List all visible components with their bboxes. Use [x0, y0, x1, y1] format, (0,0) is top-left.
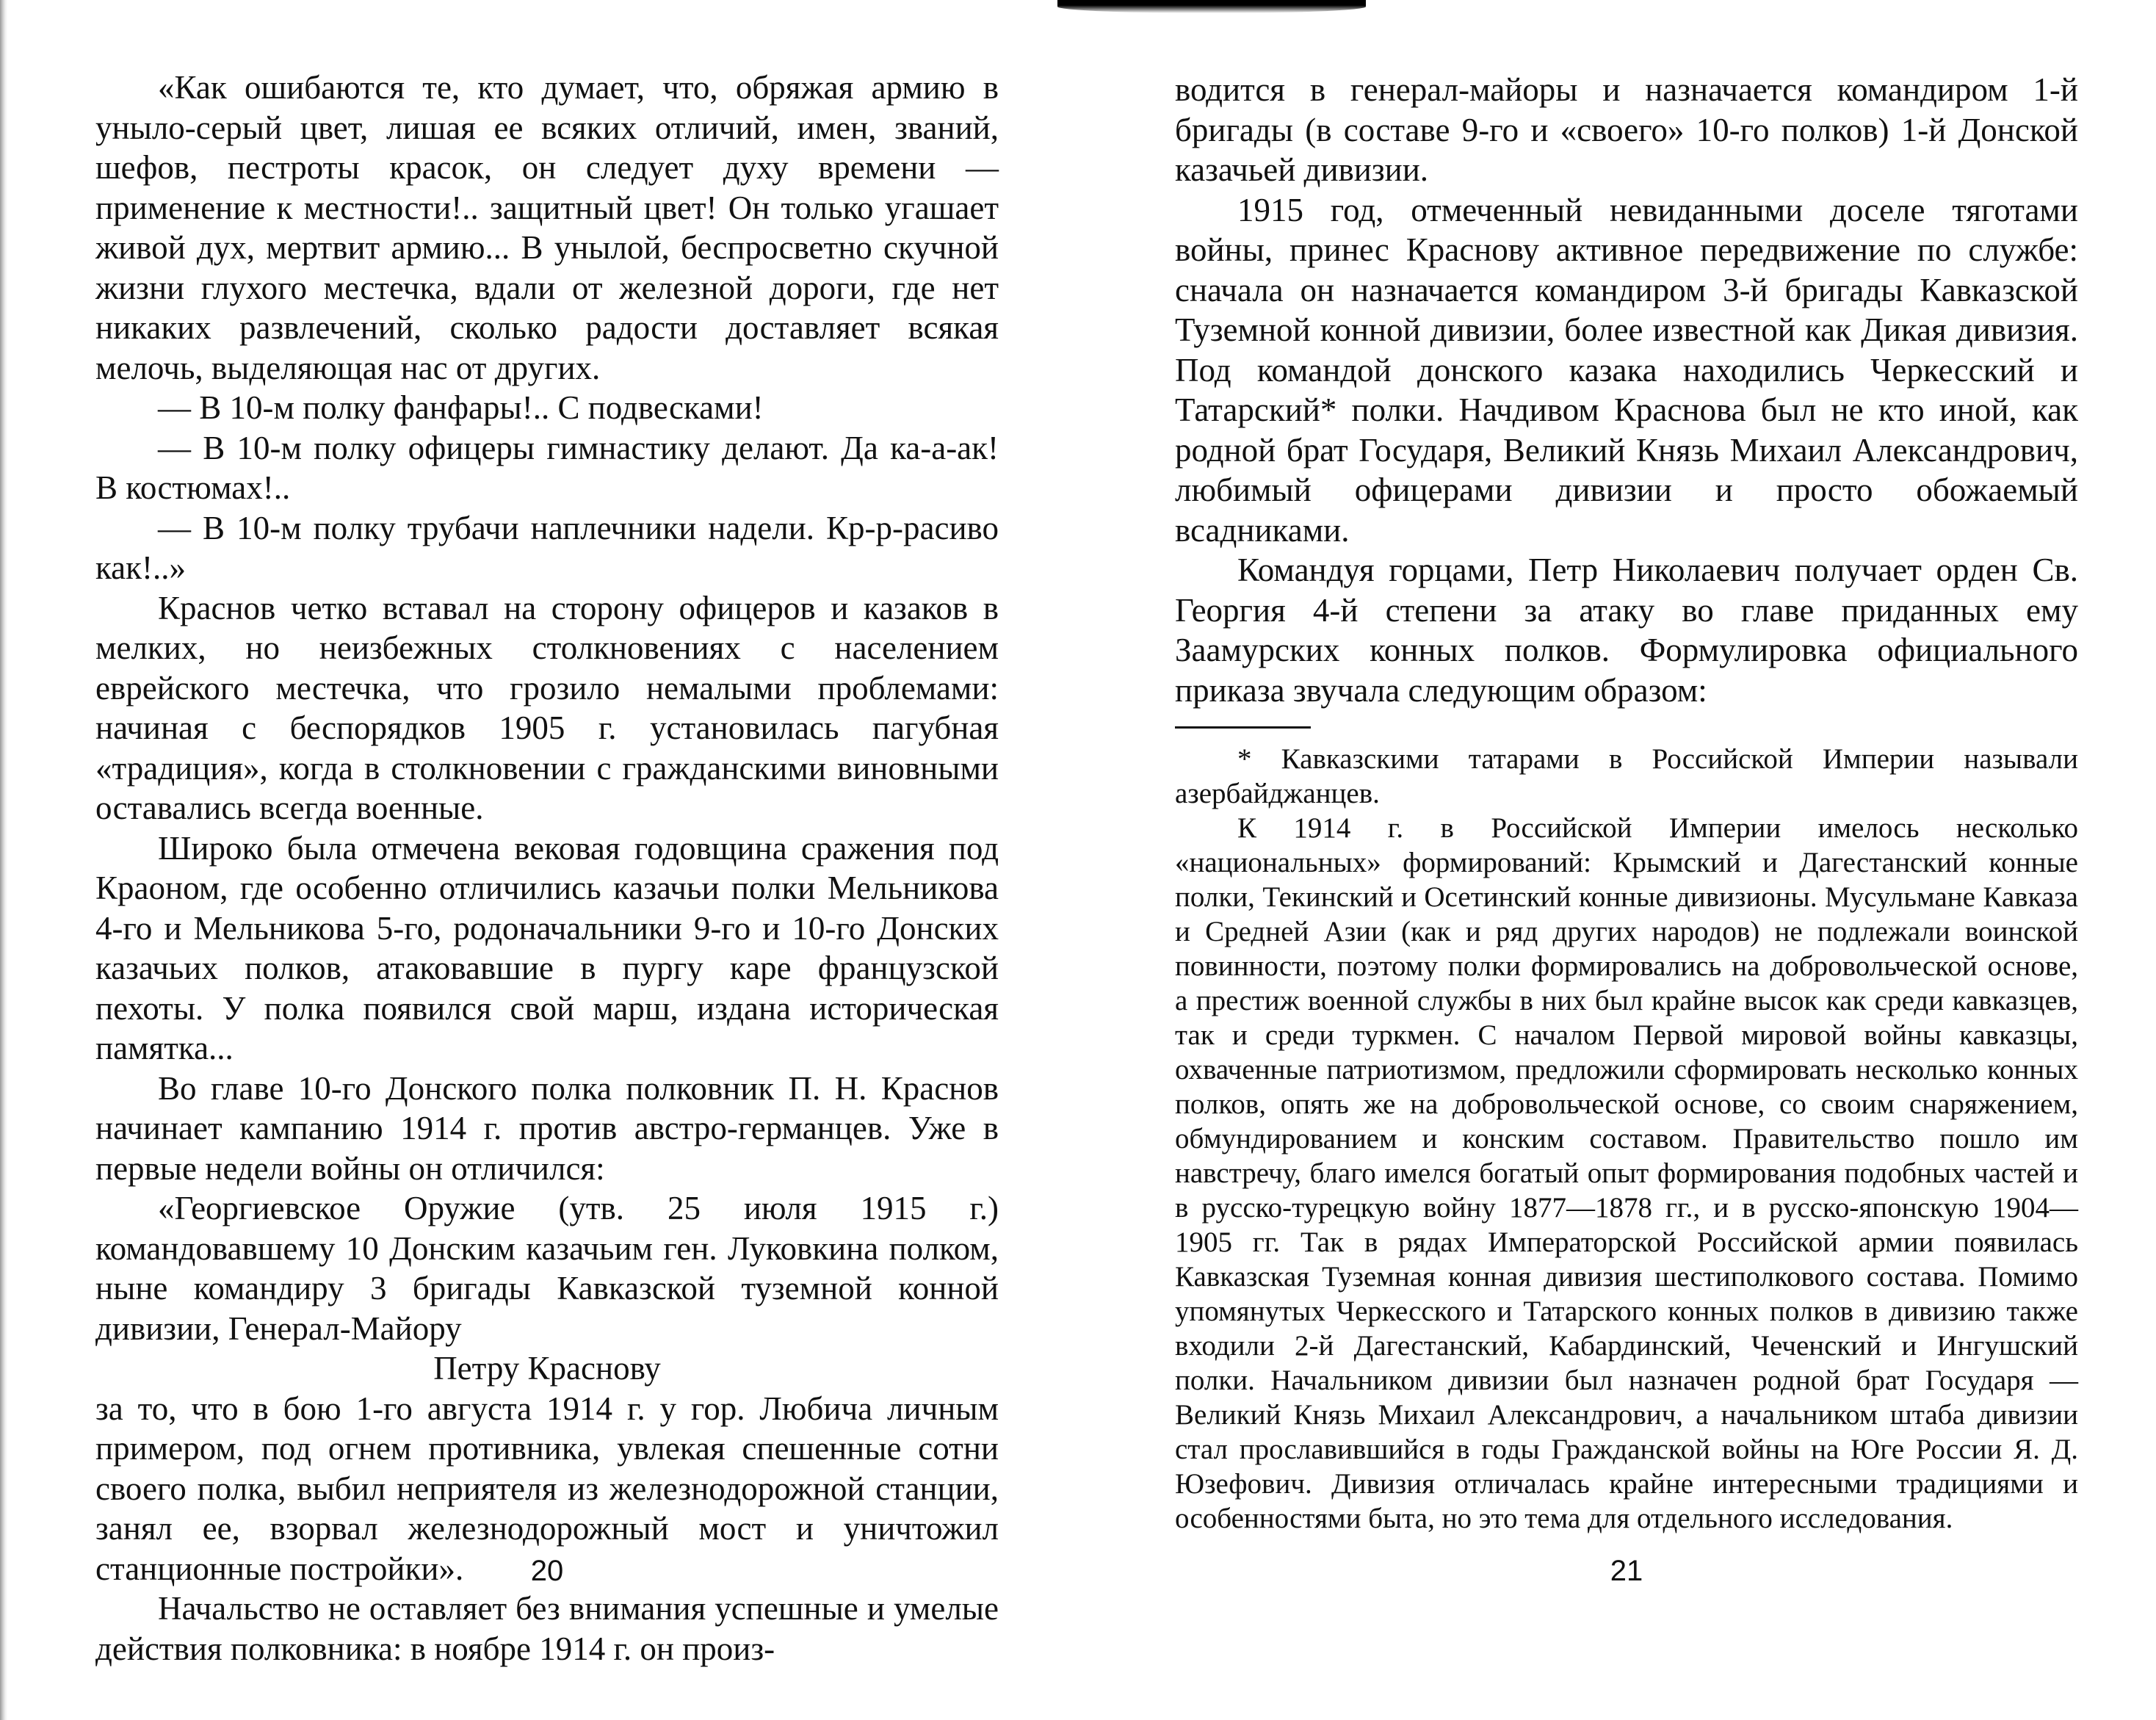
footnote: * Кавказскими татарами в Российской Империи называли азербайджанцев. — [1175, 743, 2078, 809]
paragraph: «Как ошибаются те, кто думает, что, обряжая армию в унылo-серый цвет, лишая ее всяких отличий, имен, званий, шефов, пестроты красок, он следует духу времени — применение к местности!.. защитный цвет! Он только угашает живой дух, мертвит армию... В унылой, беспросветно скучной жизни глухого местечка, вдали от железной дороги, где нет никаких развлечений, сколько радости доставляет всякая мелочь, выделяющая нас от других. — [95, 69, 999, 386]
right-page-text — [1175, 70, 2078, 1536]
paragraph: водится в генерал-майоры и назначается командиром 1-й бригады (в составе 9-го и «своего» 10-го полков) 1-й Донской казачьей дивизии. — [1175, 71, 2078, 188]
footnote: К 1914 г. в Российской Империи имелось несколько «национальных» формирований: Крымский и Дагестанский конные полки, Текинский и Осетинский конные дивизионы. Мусульмане Кавказа и Средней Азии (как и ряд других народов) не подлежали воинской повинности, поэтому полки формировались на добровольческой основе, а престиж военной службы в них был крайне высок как среди кавказцев, так и среди туркмен. С началом Первой мировой войны кавказцы, охваченные патриотизмом, предложили сформировать несколько конных полков, опять же на добровольческой основе, со своим снаряжением, обмундированием и конским составом. Правительство пошло им навстречу, благо имелся богатый опыт формирования подобных частей и в русско-турецкую войну 1877—1878 гг., и в русско-японскую 1904—1905 гг. Так в рядах Императорской Российской армии появилась Кавказская Туземная конная дивизия шестиполкового состава. Помимо упомянутых Черкесского и Татарского конных полков в дивизию также входили 2-й Дагестанский, Кабардинский, Чеченский и Ингушский полки. Начальником дивизии был назначен родной брат Государя — Великий Князь Михаил Александрович, а начальником штаба дивизии стал прославившийся в годы Гражданской войны на Юге России Я. Д. Юзефович. Дивизия отличалась крайне интересными традициями и особенностями быта, но это тема для отдельного исследования. — [1175, 812, 2078, 1534]
quote-paragraph: за то, что в бою 1-го августа 1914 г. у гор. Любича личным примером, под огнем противника, увлекая спешенные сотни своего полка, выбил неприятеля из железнодорожной станции, занял ее, взорвал железнодорожный мост и уничтожил станционные постройки». — [95, 1390, 999, 1587]
left-page — [95, 0, 999, 1720]
paragraph: Широко была отмечена вековая годовщина сражения под Краоном, где особенно отличились казачьи полки Мельникова 4-го и Мельникова 5-го, родоначальники 9-го и 10-го Донских казачьих полков, атаковавшие в пургу каре французской пехоты. У полка появился свой марш, издана историческая памятка... — [95, 829, 999, 1066]
page-number: 20 — [530, 1555, 564, 1587]
left-page-text — [95, 68, 999, 1669]
paragraph: Командуя горцами, Петр Николаевич получает орден Св. Георгия 4-й степени за атаку во главе приданных ему Заамурских конных полков. Формулировка официального приказа звучала следующим образом: — [1175, 552, 2078, 709]
paragraph: Краснов четко вставал на сторону офицеров и казаков в мелких, но неизбежных столкновениях с населением еврейского местечка, что грозило немалыми проблемами: начиная с беспорядков 1905 г. установилась пагубная «традиция», когда в столкновении с гражданскими виновными оставались всегда военные. — [95, 589, 999, 826]
page-number: 21 — [1610, 1555, 1643, 1587]
recipient-name: Петру Краснову — [433, 1350, 661, 1387]
dialogue-line: — В 10-м полку трубачи наплечники надели. Кр-р-расиво как!..» — [95, 509, 999, 586]
right-page — [1175, 0, 2078, 1720]
dialogue-line: — В 10-м полку фанфары!.. С подвесками! — [158, 389, 764, 426]
scan-edge — [0, 0, 7, 1720]
paragraph: 1915 год, отмеченный невиданными доселе тяготами войны, принес Краснову активное передвижение по службе: сначала он назначается командиром 3-й бригады Кавказской Туземной конной дивизии, более известной как Дикая дивизия. Под командой донского казака находились Черкесский и Татарский* полки. Начдивом Краснова был не кто иной, как родной брат Государя, Великий Князь Михаил Александрович, любимый офицерами дивизии и просто обожаемый всадниками. — [1175, 191, 2078, 549]
paragraph: Начальство не оставляет без внимания успешные и умелые действия полковника: в ноябре 1914 г. он произ- — [95, 1590, 999, 1667]
paragraph: Во главе 10-го Донского полка полковник П. Н. Краснов начинает кампанию 1914 г. против австро-германцев. Уже в первые недели войны он отличился: — [95, 1069, 999, 1187]
footnote-divider — [1175, 726, 1311, 729]
quote-paragraph: «Георгиевское Оружие (утв. 25 июля 1915 г.) командовавшему 10 Донским казачьим ген. Луковкина полком, ныне командиру 3 бригады Кавказской туземной конной дивизии, Генерал-Майору — [95, 1190, 999, 1347]
dialogue-line: — В 10-м полку офицеры гимнастику делают. Да ка-а-ак! В костюмах!.. — [95, 429, 999, 506]
